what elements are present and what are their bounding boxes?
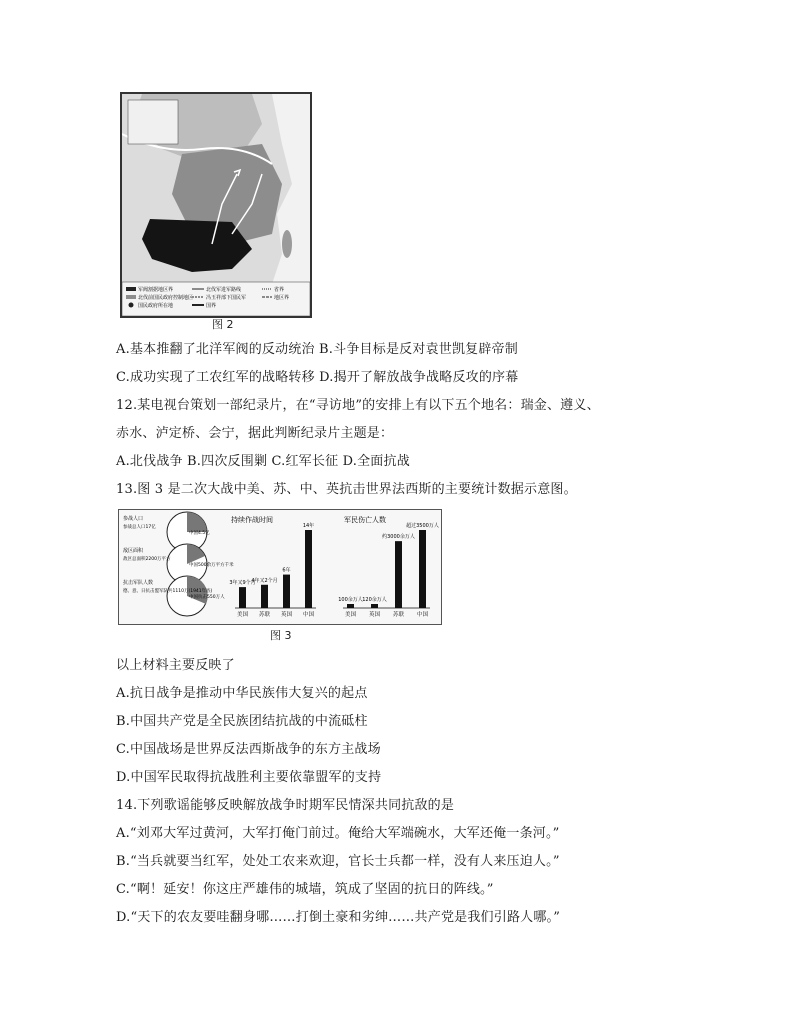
- casualty-category-label-3: 中国: [416, 612, 429, 618]
- duration-bar-2: [283, 575, 290, 608]
- q12-stem-1: 12.某电视台策划一部纪录片，在“寻访地”的安排上有以下五个地名：瑞金、遵义、: [116, 398, 600, 413]
- q12-options: A.北伐战争 B.四次反围剿 C.红军长征 D.全面抗战: [116, 454, 410, 469]
- pie-army-text: 德、意、日抗击盟军队共1110万(1941年底): [123, 589, 213, 594]
- q14-option-d: D.“天下的农友要哇翻身哪……打倒土豪和劣绅……共产党是我们引路人哪。”: [116, 910, 561, 925]
- figure-3-svg: [119, 510, 441, 624]
- pie-pop-china: 中国4.5亿: [189, 531, 210, 536]
- casualty-value-label-2: 约3000余万人: [382, 534, 415, 541]
- fig2-legend-4: 冯玉祥部下国民军: [206, 295, 247, 301]
- casualty-bar-3: [419, 530, 426, 608]
- fig2-legend-7: 地区界: [274, 295, 290, 301]
- duration-value-label-3: 14年: [302, 523, 315, 529]
- duration-category-label-0: 美国: [236, 612, 249, 618]
- q14-stem: 14.下列歌谣能够反映解放战争时期军民情深共同抗敌的是: [116, 798, 455, 813]
- duration-value-label-0: 3年又9个月: [229, 580, 256, 587]
- q13-lead: 以上材料主要反映了: [116, 658, 235, 673]
- figure-2-map: [120, 92, 312, 318]
- duration-category-label-3: 中国: [302, 612, 315, 618]
- figure-2-caption: 图 2: [212, 318, 234, 331]
- pie-area-text: 敌区总面积2200万平方: [123, 557, 171, 562]
- figure-3-caption: 图 3: [270, 629, 292, 642]
- fig2-legend-2: 国民政府所在地: [138, 303, 174, 309]
- casualty-title: 军民伤亡人数: [344, 516, 386, 524]
- pie-slice-pop: [187, 512, 207, 532]
- casualty-bar-1: [371, 604, 378, 608]
- q13-option-d: D.中国军民取得抗战胜利主要依靠盟军的支持: [116, 770, 382, 785]
- fig2-legend-5: 国界: [206, 303, 217, 309]
- casualty-category-label-1: 英国: [368, 612, 381, 618]
- casualty-value-label-1: 120余万人: [362, 597, 387, 603]
- casualty-value-label-0: 100余万人: [338, 597, 363, 603]
- q14-option-c: C.“啊！延安！你这庄严雄伟的城墙，筑成了坚固的抗日的阵线。”: [116, 882, 494, 897]
- q14-option-a: A.“刘邓大军过黄河，大军打俺门前过。俺给大军端碗水，大军还俺一条河。”: [116, 826, 560, 841]
- casualty-bar-2: [395, 541, 402, 608]
- q13-option-b: B.中国共产党是全民族团结抗战的中流砥柱: [116, 714, 368, 729]
- pie-army-china: 中国抗击550万人: [189, 595, 225, 600]
- fig2-legend-0: 军阀割据地区界: [138, 287, 174, 293]
- q11-options-cd: C.成功实现了工农红军的战略转移 D.揭开了解放战争战略反攻的序幕: [116, 370, 519, 385]
- casualty-category-label-0: 美国: [344, 612, 357, 618]
- q11-options-ab: A.基本推翻了北洋军阀的反动统治 B.斗争目标是反对袁世凯复辟帝制: [116, 342, 518, 357]
- duration-bar-0: [239, 587, 246, 608]
- figure-3-chart: [118, 509, 442, 625]
- q13-option-c: C.中国战场是世界反法西斯战争的东方主战场: [116, 742, 381, 757]
- pie-area-china: 中国500余万平方千米: [189, 563, 234, 568]
- casualty-category-label-2: 苏联: [392, 612, 405, 618]
- duration-title: 持续作战时间: [231, 516, 273, 524]
- duration-value-label-1: 4年又2个月: [251, 577, 278, 584]
- fig2-legend-1: 北伐前国民政府控制地区: [138, 295, 194, 301]
- pie-army-title: 抗击军队人数: [123, 580, 154, 586]
- q13-stem: 13.图 3 是二次大战中美、苏、中、英抗击世界法西斯的主要统计数据示意图。: [116, 482, 577, 497]
- duration-category-label-1: 苏联: [258, 612, 271, 618]
- duration-value-label-2: 6年: [282, 567, 291, 574]
- duration-category-label-2: 英国: [280, 612, 293, 618]
- q14-option-b: B.“当兵就要当红军，处处工农来欢迎，官长士兵都一样，没有人来压迫人。”: [116, 854, 560, 869]
- duration-bar-1: [261, 585, 268, 608]
- q13-option-a: A.抗日战争是推动中华民族伟大复兴的起点: [116, 686, 368, 701]
- fig2-legend-3: 北伐军进军路线: [206, 287, 242, 293]
- pie-pop-title: 参战人口: [123, 516, 144, 522]
- fig2-legend-6: 省界: [274, 287, 285, 293]
- duration-bar-3: [305, 530, 312, 608]
- q12-stem-2: 赤水、泸定桥、会宁，据此判断纪录片主题是：: [116, 426, 394, 441]
- pie-area-title: 敌区面积: [123, 548, 144, 554]
- casualty-bar-0: [347, 604, 354, 608]
- pie-pop-text: 参战总人口17亿: [123, 525, 156, 530]
- casualty-value-label-3: 超过3500万人: [406, 523, 439, 529]
